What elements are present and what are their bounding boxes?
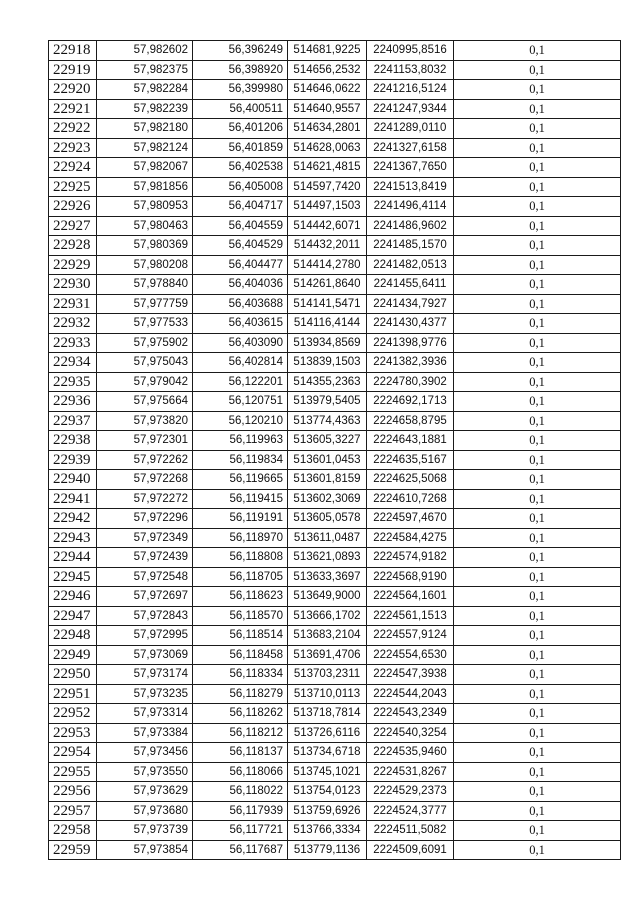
- cell-longitude: 56,118334: [193, 665, 288, 685]
- cell-longitude: 56,118514: [193, 626, 288, 646]
- cell-point-number: 22957: [49, 801, 97, 821]
- cell-point-number: 22935: [49, 372, 97, 392]
- cell-latitude: 57,972268: [97, 470, 193, 490]
- cell-point-number: 22925: [49, 177, 97, 197]
- cell-accuracy: 0,1: [454, 60, 621, 80]
- table-row: [49, 216, 621, 236]
- cell-latitude: 57,975902: [97, 333, 193, 353]
- cell-y-coordinate: 2224568,9190: [367, 567, 454, 587]
- cell-y-coordinate: 2241153,8032: [367, 60, 454, 80]
- table-row: [49, 723, 621, 743]
- cell-accuracy: 0,1: [454, 255, 621, 275]
- cell-longitude: 56,118705: [193, 567, 288, 587]
- cell-latitude: 57,972995: [97, 626, 193, 646]
- cell-latitude: 57,982602: [97, 41, 193, 61]
- cell-longitude: 56,118458: [193, 645, 288, 665]
- cell-x-coordinate: 514261,8640: [288, 275, 367, 295]
- cell-accuracy: 0,1: [454, 275, 621, 295]
- cell-y-coordinate: 2224564,1601: [367, 587, 454, 607]
- cell-latitude: 57,973069: [97, 645, 193, 665]
- cell-accuracy: 0,1: [454, 41, 621, 61]
- table-row: [49, 99, 621, 119]
- cell-point-number: 22943: [49, 528, 97, 548]
- table-row: [49, 275, 621, 295]
- cell-y-coordinate: 2224540,3254: [367, 723, 454, 743]
- cell-point-number: 22944: [49, 548, 97, 568]
- cell-x-coordinate: 514141,5471: [288, 294, 367, 314]
- cell-latitude: 57,972262: [97, 450, 193, 470]
- cell-longitude: 56,119834: [193, 450, 288, 470]
- cell-x-coordinate: 514621,4815: [288, 158, 367, 178]
- cell-point-number: 22936: [49, 392, 97, 412]
- cell-latitude: 57,982239: [97, 99, 193, 119]
- cell-point-number: 22926: [49, 197, 97, 217]
- cell-longitude: 56,117721: [193, 821, 288, 841]
- cell-longitude: 56,404559: [193, 216, 288, 236]
- cell-x-coordinate: 513979,5405: [288, 392, 367, 412]
- cell-x-coordinate: 514634,2801: [288, 119, 367, 139]
- cell-latitude: 57,977759: [97, 294, 193, 314]
- table-row: [49, 626, 621, 646]
- cell-point-number: 22937: [49, 411, 97, 431]
- table-row: [49, 528, 621, 548]
- cell-point-number: 22947: [49, 606, 97, 626]
- cell-point-number: 22956: [49, 782, 97, 802]
- cell-y-coordinate: 2241216,5124: [367, 80, 454, 100]
- cell-point-number: 22941: [49, 489, 97, 509]
- table-row: [49, 450, 621, 470]
- cell-longitude: 56,400511: [193, 99, 288, 119]
- cell-y-coordinate: 2224543,2349: [367, 704, 454, 724]
- cell-point-number: 22949: [49, 645, 97, 665]
- cell-accuracy: 0,1: [454, 99, 621, 119]
- cell-x-coordinate: 513839,1503: [288, 353, 367, 373]
- cell-latitude: 57,975043: [97, 353, 193, 373]
- table-row: [49, 470, 621, 490]
- cell-x-coordinate: 513774,4363: [288, 411, 367, 431]
- cell-y-coordinate: 2224554,6530: [367, 645, 454, 665]
- table-row: [49, 489, 621, 509]
- cell-accuracy: 0,1: [454, 236, 621, 256]
- cell-y-coordinate: 2241496,4114: [367, 197, 454, 217]
- cell-accuracy: 0,1: [454, 197, 621, 217]
- table-row: [49, 801, 621, 821]
- cell-latitude: 57,973235: [97, 684, 193, 704]
- cell-point-number: 22928: [49, 236, 97, 256]
- table-row: [49, 177, 621, 197]
- cell-accuracy: 0,1: [454, 294, 621, 314]
- cell-longitude: 56,402814: [193, 353, 288, 373]
- cell-accuracy: 0,1: [454, 216, 621, 236]
- cell-longitude: 56,403615: [193, 314, 288, 334]
- cell-latitude: 57,973384: [97, 723, 193, 743]
- cell-longitude: 56,118137: [193, 743, 288, 763]
- table-row: [49, 548, 621, 568]
- cell-y-coordinate: 2241289,0110: [367, 119, 454, 139]
- cell-latitude: 57,972548: [97, 567, 193, 587]
- cell-y-coordinate: 2240995,8516: [367, 41, 454, 61]
- table-row: [49, 411, 621, 431]
- cell-point-number: 22955: [49, 762, 97, 782]
- cell-y-coordinate: 2224547,3938: [367, 665, 454, 685]
- table-row: [49, 762, 621, 782]
- cell-y-coordinate: 2224643,1881: [367, 431, 454, 451]
- cell-latitude: 57,973174: [97, 665, 193, 685]
- cell-longitude: 56,118623: [193, 587, 288, 607]
- cell-point-number: 22945: [49, 567, 97, 587]
- cell-y-coordinate: 2224544,2043: [367, 684, 454, 704]
- cell-point-number: 22953: [49, 723, 97, 743]
- cell-longitude: 56,399980: [193, 80, 288, 100]
- cell-x-coordinate: 513754,0123: [288, 782, 367, 802]
- cell-x-coordinate: 513605,0578: [288, 509, 367, 529]
- cell-x-coordinate: 513779,1136: [288, 840, 367, 860]
- table-row: [49, 392, 621, 412]
- cell-accuracy: 0,1: [454, 743, 621, 763]
- cell-y-coordinate: 2241398,9776: [367, 333, 454, 353]
- cell-latitude: 57,972439: [97, 548, 193, 568]
- table-row: [49, 197, 621, 217]
- cell-longitude: 56,404036: [193, 275, 288, 295]
- table-row: [49, 782, 621, 802]
- cell-longitude: 56,403090: [193, 333, 288, 353]
- cell-latitude: 57,980369: [97, 236, 193, 256]
- cell-accuracy: 0,1: [454, 782, 621, 802]
- cell-point-number: 22931: [49, 294, 97, 314]
- cell-accuracy: 0,1: [454, 665, 621, 685]
- cell-x-coordinate: 514414,2780: [288, 255, 367, 275]
- cell-accuracy: 0,1: [454, 411, 621, 431]
- cell-point-number: 22918: [49, 41, 97, 61]
- cell-latitude: 57,982375: [97, 60, 193, 80]
- cell-point-number: 22942: [49, 509, 97, 529]
- cell-point-number: 22933: [49, 333, 97, 353]
- cell-point-number: 22940: [49, 470, 97, 490]
- cell-longitude: 56,401206: [193, 119, 288, 139]
- document-page: [48, 40, 620, 860]
- cell-y-coordinate: 2224635,5167: [367, 450, 454, 470]
- cell-latitude: 57,973550: [97, 762, 193, 782]
- cell-latitude: 57,973314: [97, 704, 193, 724]
- cell-x-coordinate: 514355,2363: [288, 372, 367, 392]
- cell-point-number: 22958: [49, 821, 97, 841]
- cell-longitude: 56,119665: [193, 470, 288, 490]
- cell-latitude: 57,982124: [97, 138, 193, 158]
- cell-longitude: 56,118022: [193, 782, 288, 802]
- cell-point-number: 22954: [49, 743, 97, 763]
- coordinates-table: [48, 40, 621, 860]
- cell-x-coordinate: 513633,3697: [288, 567, 367, 587]
- table-row: [49, 840, 621, 860]
- cell-x-coordinate: 513710,0113: [288, 684, 367, 704]
- cell-y-coordinate: 2241247,9344: [367, 99, 454, 119]
- cell-longitude: 56,405008: [193, 177, 288, 197]
- cell-x-coordinate: 514681,9225: [288, 41, 367, 61]
- cell-point-number: 22924: [49, 158, 97, 178]
- table-row: [49, 587, 621, 607]
- cell-latitude: 57,973680: [97, 801, 193, 821]
- coordinates-table-body: [49, 41, 621, 860]
- cell-point-number: 22932: [49, 314, 97, 334]
- cell-longitude: 56,118970: [193, 528, 288, 548]
- cell-x-coordinate: 514432,2011: [288, 236, 367, 256]
- cell-y-coordinate: 2241513,8419: [367, 177, 454, 197]
- cell-accuracy: 0,1: [454, 372, 621, 392]
- cell-y-coordinate: 2241455,6411: [367, 275, 454, 295]
- cell-y-coordinate: 2224524,3777: [367, 801, 454, 821]
- table-row: [49, 821, 621, 841]
- cell-accuracy: 0,1: [454, 470, 621, 490]
- cell-y-coordinate: 2224574,9182: [367, 548, 454, 568]
- cell-latitude: 57,982180: [97, 119, 193, 139]
- cell-longitude: 56,398920: [193, 60, 288, 80]
- cell-point-number: 22930: [49, 275, 97, 295]
- cell-x-coordinate: 513666,1702: [288, 606, 367, 626]
- cell-latitude: 57,981856: [97, 177, 193, 197]
- cell-x-coordinate: 514442,6071: [288, 216, 367, 236]
- cell-point-number: 22950: [49, 665, 97, 685]
- table-row: [49, 41, 621, 61]
- cell-x-coordinate: 513759,6926: [288, 801, 367, 821]
- table-row: [49, 294, 621, 314]
- cell-accuracy: 0,1: [454, 353, 621, 373]
- cell-longitude: 56,119191: [193, 509, 288, 529]
- cell-accuracy: 0,1: [454, 177, 621, 197]
- cell-accuracy: 0,1: [454, 431, 621, 451]
- table-row: [49, 567, 621, 587]
- cell-longitude: 56,118570: [193, 606, 288, 626]
- cell-latitude: 57,972272: [97, 489, 193, 509]
- cell-latitude: 57,972697: [97, 587, 193, 607]
- cell-accuracy: 0,1: [454, 119, 621, 139]
- cell-point-number: 22923: [49, 138, 97, 158]
- cell-x-coordinate: 514628,0063: [288, 138, 367, 158]
- cell-point-number: 22939: [49, 450, 97, 470]
- cell-longitude: 56,118262: [193, 704, 288, 724]
- cell-accuracy: 0,1: [454, 821, 621, 841]
- cell-x-coordinate: 513683,2104: [288, 626, 367, 646]
- cell-accuracy: 0,1: [454, 645, 621, 665]
- cell-longitude: 56,401859: [193, 138, 288, 158]
- cell-latitude: 57,973629: [97, 782, 193, 802]
- table-row: [49, 255, 621, 275]
- cell-x-coordinate: 513611,0487: [288, 528, 367, 548]
- cell-x-coordinate: 514116,4144: [288, 314, 367, 334]
- cell-accuracy: 0,1: [454, 626, 621, 646]
- cell-x-coordinate: 514497,1503: [288, 197, 367, 217]
- cell-x-coordinate: 514640,9557: [288, 99, 367, 119]
- cell-y-coordinate: 2224557,9124: [367, 626, 454, 646]
- table-row: [49, 743, 621, 763]
- table-row: [49, 684, 621, 704]
- table-row: [49, 645, 621, 665]
- cell-x-coordinate: 513726,6116: [288, 723, 367, 743]
- cell-accuracy: 0,1: [454, 333, 621, 353]
- cell-x-coordinate: 513691,4706: [288, 645, 367, 665]
- cell-latitude: 57,972349: [97, 528, 193, 548]
- cell-y-coordinate: 2224597,4670: [367, 509, 454, 529]
- cell-accuracy: 0,1: [454, 684, 621, 704]
- cell-accuracy: 0,1: [454, 314, 621, 334]
- cell-accuracy: 0,1: [454, 392, 621, 412]
- cell-x-coordinate: 513718,7814: [288, 704, 367, 724]
- cell-longitude: 56,118212: [193, 723, 288, 743]
- cell-point-number: 22919: [49, 60, 97, 80]
- cell-y-coordinate: 2224692,1713: [367, 392, 454, 412]
- cell-latitude: 57,980208: [97, 255, 193, 275]
- cell-point-number: 22946: [49, 587, 97, 607]
- cell-latitude: 57,980463: [97, 216, 193, 236]
- cell-point-number: 22922: [49, 119, 97, 139]
- cell-y-coordinate: 2241382,3936: [367, 353, 454, 373]
- cell-y-coordinate: 2224531,8267: [367, 762, 454, 782]
- cell-point-number: 22934: [49, 353, 97, 373]
- cell-y-coordinate: 2224780,3902: [367, 372, 454, 392]
- cell-point-number: 22951: [49, 684, 97, 704]
- cell-accuracy: 0,1: [454, 138, 621, 158]
- cell-latitude: 57,972296: [97, 509, 193, 529]
- cell-latitude: 57,973456: [97, 743, 193, 763]
- cell-point-number: 22959: [49, 840, 97, 860]
- cell-x-coordinate: 513703,2311: [288, 665, 367, 685]
- cell-y-coordinate: 2241434,7927: [367, 294, 454, 314]
- cell-longitude: 56,119963: [193, 431, 288, 451]
- table-row: [49, 704, 621, 724]
- cell-longitude: 56,403688: [193, 294, 288, 314]
- cell-longitude: 56,402538: [193, 158, 288, 178]
- cell-longitude: 56,118808: [193, 548, 288, 568]
- cell-x-coordinate: 513601,0453: [288, 450, 367, 470]
- cell-point-number: 22948: [49, 626, 97, 646]
- cell-longitude: 56,120210: [193, 411, 288, 431]
- cell-accuracy: 0,1: [454, 450, 621, 470]
- table-row: [49, 353, 621, 373]
- table-row: [49, 665, 621, 685]
- cell-latitude: 57,982284: [97, 80, 193, 100]
- cell-latitude: 57,973854: [97, 840, 193, 860]
- cell-accuracy: 0,1: [454, 704, 621, 724]
- cell-accuracy: 0,1: [454, 587, 621, 607]
- cell-y-coordinate: 2224610,7268: [367, 489, 454, 509]
- cell-point-number: 22929: [49, 255, 97, 275]
- cell-longitude: 56,122201: [193, 372, 288, 392]
- table-row: [49, 158, 621, 178]
- cell-point-number: 22927: [49, 216, 97, 236]
- cell-accuracy: 0,1: [454, 528, 621, 548]
- cell-x-coordinate: 513745,1021: [288, 762, 367, 782]
- cell-x-coordinate: 513602,3069: [288, 489, 367, 509]
- cell-x-coordinate: 513605,3227: [288, 431, 367, 451]
- cell-latitude: 57,978840: [97, 275, 193, 295]
- cell-latitude: 57,980953: [97, 197, 193, 217]
- cell-accuracy: 0,1: [454, 840, 621, 860]
- cell-accuracy: 0,1: [454, 509, 621, 529]
- table-row: [49, 509, 621, 529]
- table-row: [49, 138, 621, 158]
- cell-longitude: 56,119415: [193, 489, 288, 509]
- cell-y-coordinate: 2224511,5082: [367, 821, 454, 841]
- cell-y-coordinate: 2224509,6091: [367, 840, 454, 860]
- cell-longitude: 56,120751: [193, 392, 288, 412]
- cell-longitude: 56,117687: [193, 840, 288, 860]
- cell-longitude: 56,396249: [193, 41, 288, 61]
- table-row: [49, 60, 621, 80]
- cell-latitude: 57,977533: [97, 314, 193, 334]
- table-row: [49, 80, 621, 100]
- cell-y-coordinate: 2241327,6158: [367, 138, 454, 158]
- cell-accuracy: 0,1: [454, 158, 621, 178]
- cell-accuracy: 0,1: [454, 567, 621, 587]
- cell-accuracy: 0,1: [454, 548, 621, 568]
- cell-point-number: 22952: [49, 704, 97, 724]
- table-row: [49, 236, 621, 256]
- cell-latitude: 57,975664: [97, 392, 193, 412]
- cell-longitude: 56,404477: [193, 255, 288, 275]
- table-row: [49, 314, 621, 334]
- cell-y-coordinate: 2241482,0513: [367, 255, 454, 275]
- cell-longitude: 56,404529: [193, 236, 288, 256]
- cell-latitude: 57,982067: [97, 158, 193, 178]
- cell-y-coordinate: 2224529,2373: [367, 782, 454, 802]
- cell-y-coordinate: 2224584,4275: [367, 528, 454, 548]
- cell-longitude: 56,404717: [193, 197, 288, 217]
- cell-accuracy: 0,1: [454, 801, 621, 821]
- cell-x-coordinate: 514597,7420: [288, 177, 367, 197]
- table-row: [49, 119, 621, 139]
- cell-latitude: 57,972843: [97, 606, 193, 626]
- cell-longitude: 56,118066: [193, 762, 288, 782]
- cell-longitude: 56,118279: [193, 684, 288, 704]
- cell-latitude: 57,972301: [97, 431, 193, 451]
- cell-x-coordinate: 513649,9000: [288, 587, 367, 607]
- cell-x-coordinate: 513621,0893: [288, 548, 367, 568]
- cell-y-coordinate: 2241430,4377: [367, 314, 454, 334]
- table-row: [49, 431, 621, 451]
- cell-latitude: 57,973820: [97, 411, 193, 431]
- cell-x-coordinate: 513766,3334: [288, 821, 367, 841]
- table-row: [49, 333, 621, 353]
- cell-x-coordinate: 513601,8159: [288, 470, 367, 490]
- cell-y-coordinate: 2224561,1513: [367, 606, 454, 626]
- cell-y-coordinate: 2224625,5068: [367, 470, 454, 490]
- cell-latitude: 57,973739: [97, 821, 193, 841]
- cell-point-number: 22938: [49, 431, 97, 451]
- cell-accuracy: 0,1: [454, 80, 621, 100]
- cell-y-coordinate: 2241486,9602: [367, 216, 454, 236]
- cell-longitude: 56,117939: [193, 801, 288, 821]
- cell-y-coordinate: 2224658,8795: [367, 411, 454, 431]
- cell-accuracy: 0,1: [454, 606, 621, 626]
- cell-y-coordinate: 2241367,7650: [367, 158, 454, 178]
- cell-x-coordinate: 514646,0622: [288, 80, 367, 100]
- cell-point-number: 22920: [49, 80, 97, 100]
- cell-accuracy: 0,1: [454, 489, 621, 509]
- cell-x-coordinate: 513934,8569: [288, 333, 367, 353]
- cell-accuracy: 0,1: [454, 762, 621, 782]
- cell-x-coordinate: 513734,6718: [288, 743, 367, 763]
- cell-accuracy: 0,1: [454, 723, 621, 743]
- cell-latitude: 57,979042: [97, 372, 193, 392]
- table-row: [49, 372, 621, 392]
- cell-y-coordinate: 2241485,1570: [367, 236, 454, 256]
- cell-x-coordinate: 514656,2532: [288, 60, 367, 80]
- cell-y-coordinate: 2224535,9460: [367, 743, 454, 763]
- cell-point-number: 22921: [49, 99, 97, 119]
- table-row: [49, 606, 621, 626]
